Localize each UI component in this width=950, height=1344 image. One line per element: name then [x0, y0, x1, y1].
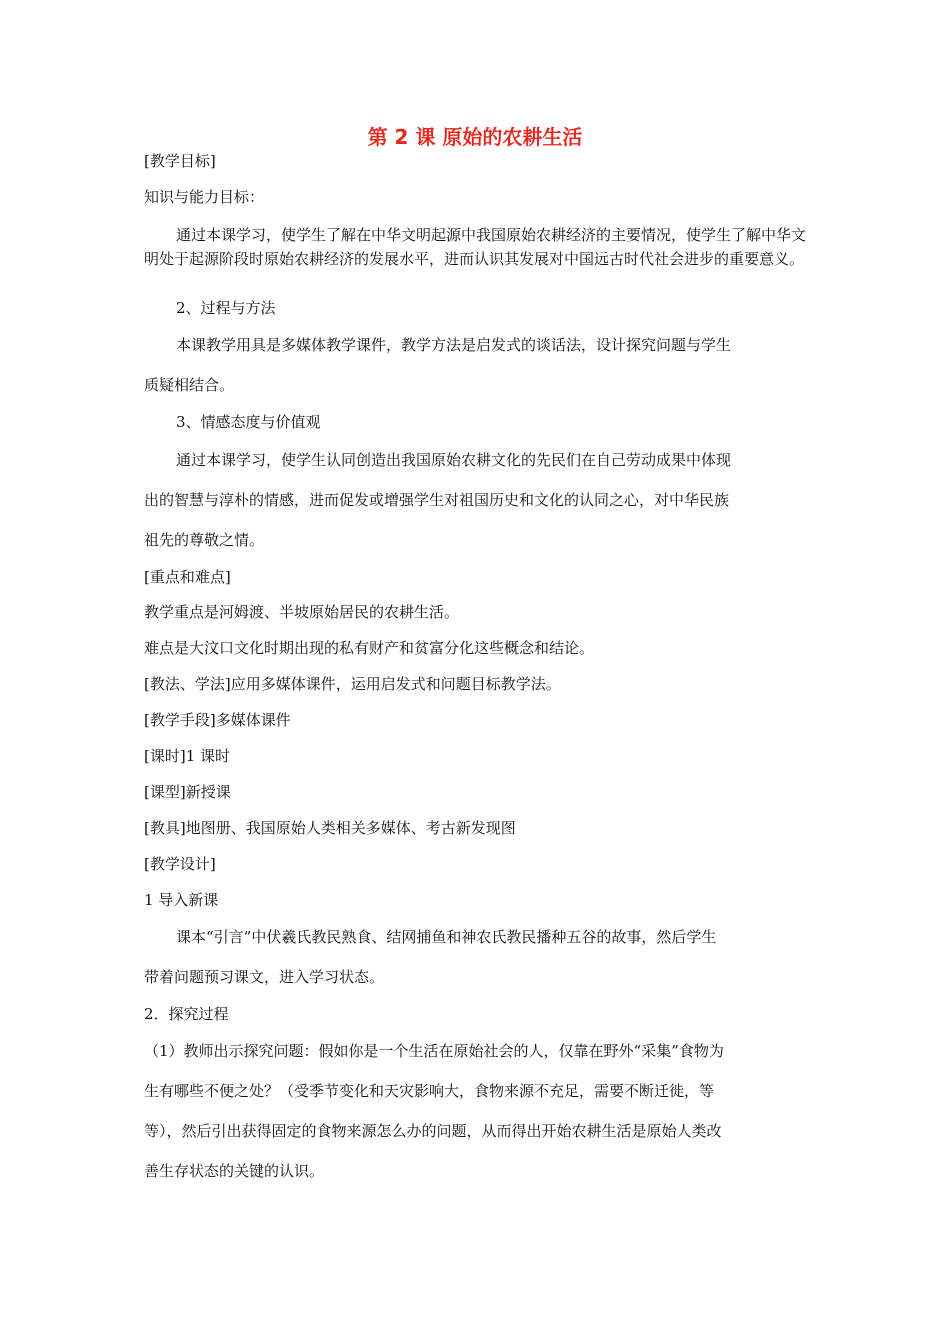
explore-line-4: 善生存状态的关键的认识。 [144, 1162, 325, 1180]
teaching-tools: [教具]地图册、我国原始人类相关多媒体、考古新发现图 [144, 819, 516, 837]
key-heading: [重点和难点] [144, 568, 231, 586]
emotion-line-1: 通过本课学习，使学生认同创造出我国原始农耕文化的先民们在自己劳动成果中体现 [176, 451, 732, 469]
emotion-heading: 3、情感态度与价值观 [176, 413, 321, 431]
knowledge-paragraph: 通过本课学习，使学生了解在中华文明起源中我国原始农耕经济的主要情况，使学生了解中华文明处于起源阶段时原始农耕经济的发展水平，进而认识其发展对中国远古时代社会进步的重要意义。 [144, 226, 807, 268]
emotion-line-2: 出的智慧与淳朴的情感，进而促发或增强学生对祖国历史和文化的认同之心，对中华民族 [144, 491, 730, 509]
teaching-goal-heading: [教学目标] [144, 152, 216, 170]
intro-heading: 1 导入新课 [144, 891, 219, 909]
page-title: 第 2 课 原始的农耕生活 [367, 125, 583, 149]
explore-line-2: 生有哪些不便之处？（受季节变化和天灾影响大，食物来源不充足，需要不断迁徙，等 [144, 1082, 715, 1100]
key-point: 教学重点是河姆渡、半坡原始居民的农耕生活。 [144, 603, 460, 621]
period: [课时]1 课时 [144, 747, 231, 765]
explore-line-1: （1）教师出示探究问题：假如你是一个生活在原始社会的人，仅靠在野外“采集”食物为 [144, 1042, 724, 1060]
knowledge-heading: 知识与能力目标： [144, 188, 265, 206]
process-line-1: 本课教学用具是多媒体教学课件，教学方法是启发式的谈话法，设计探究问题与学生 [176, 336, 732, 354]
process-heading: 2、过程与方法 [176, 299, 276, 317]
intro-line-2: 带着问题预习课文，进入学习状态。 [144, 968, 385, 986]
process-line-2: 质疑相结合。 [144, 376, 235, 394]
means: [教学手段]多媒体课件 [144, 711, 291, 729]
method: [教法、学法]应用多媒体课件，运用启发式和问题目标教学法。 [144, 675, 561, 693]
explore-heading: 2．探究过程 [144, 1005, 229, 1023]
explore-line-3: 等），然后引出获得固定的食物来源怎么办的问题，从而得出开始农耕生活是原始人类改 [144, 1122, 722, 1140]
difficulty: 难点是大汶口文化时期出现的私有财产和贫富分化这些概念和结论。 [144, 639, 595, 657]
emotion-line-3: 祖先的尊敬之情。 [144, 531, 265, 549]
lesson-type: [课型]新授课 [144, 783, 231, 801]
intro-line-1: 课本“引言”中伏羲氏教民熟食、结网捕鱼和神农氏教民播种五谷的故事，然后学生 [176, 928, 717, 946]
design-heading: [教学设计] [144, 855, 216, 873]
